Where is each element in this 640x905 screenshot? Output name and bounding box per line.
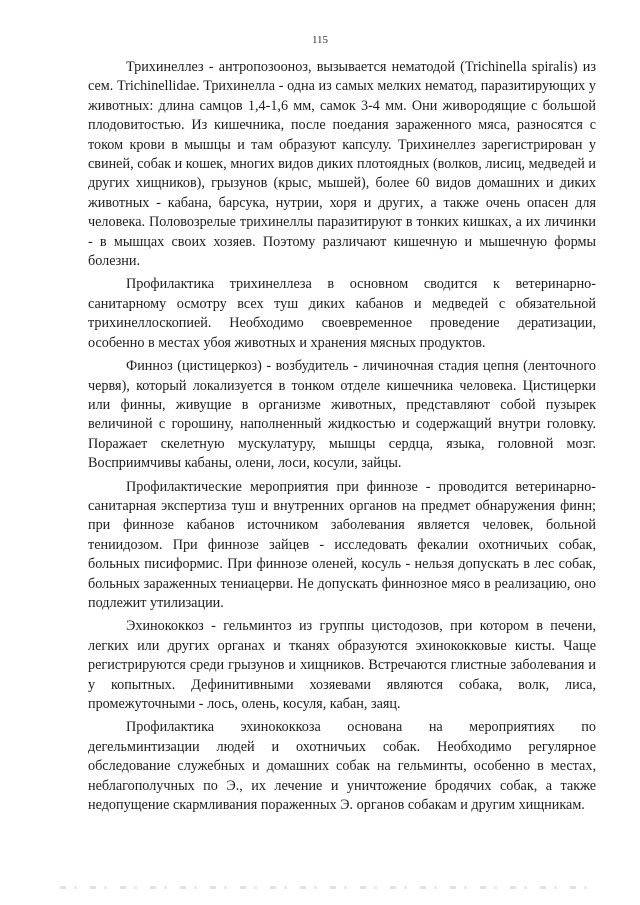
page-number: 115	[311, 34, 329, 46]
paragraph-trichinellosis: Трихинеллез - антропозооноз, вызывается нематодой (Trichinella spiralis) из сем. Trichinellidae. Трихинелла - одна из самых мелких нематод, паразитирующих у животных: длина самцов 1,4-1,6 мм, самок 3-4 мм. Они живородящие с большой плодовитостью. Из кишечника, после поедания зараженного мяса, разносятся с током крови в мышцы и там образуют капсулу. Трихинеллез зарегистрирован у свиней, собак и кошек, многих видов диких плотоядных (волков, лисиц, медведей и других хищников), грызунов (крыс, мышей), более 60 видов домашних и диких животных - кабана, барсука, нутрии, хоря и других, а также очень опасен для человека. Половозрелые трихинеллы паразитируют в тонких кишках, а их личинки - в мышцах своих хозяев. Поэтому различают кишечную и мышечную формы болезни.	[88, 59, 596, 270]
document-body	[88, 58, 596, 819]
scan-artifact	[60, 886, 600, 889]
paragraph-cysticercosis-prevention: Профилактические мероприятия при финнозе - проводится ветеринарно-санитарная экспертиза туш и внутренних органов на предмет обнаружения финн; при финнозе кабанов источником заболевания является человек, больной тениидозом. При финнозе зайцев - исследовать фекалии охотничьих собак, больных писиформис. При финнозе оленей, косуль - нельзя допускать в лес собак, больных зараженных тениацерви. Не допускать финнозное мясо в реализацию, оно подлежит утилизации.	[88, 478, 596, 611]
paragraph-cysticercosis: Финноз (цистицеркоз) - возбудитель - личиночная стадия цепня (ленточного червя), который локализуется в тонком отделе кишечника человека. Цистицерки или финны, живущие в организме животных, представляют собой пузырек величиной с горошину, наполненный жидкостью и содержащий внутри головку. Поражает скелетную мускулатуру, мышцы сердца, языка, головной мозг. Восприимчивы кабаны, олени, лоси, косули, зайцы.	[88, 358, 596, 472]
paragraph-trichinellosis-prevention: Профилактика трихинеллеза в основном сводится к ветеринарно-санитарному осмотру всех туш диких кабанов и медведей с обязательной трихинеллоскопией. Необходимо своевременное проведение дератизации, особенно в местах убоя животных и хранения мясных продуктов.	[88, 276, 596, 351]
paragraph-echinococcosis: Эхинококкоз - гельминтоз из группы цистодозов, при котором в печени, легких или других органах и тканях образуются эхинококковые кисты. Чаще регистрируются среди грызунов и хищников. Встречаются глистные заболевания и у копытных. Дефинитивными хозяевами являются собака, волк, лиса, промежуточными - лось, олень, косуля, кабан, заяц.	[88, 618, 596, 712]
paragraph-echinococcosis-prevention: Профилактика эхинококкоза основана на мероприятиях по дегельминтизации людей и охотничьих собак. Необходимо регулярное обследование служебных и домашних собак на гельминты, особенно в местах, неблагополучных по Э., их лечение и уничтожение бродячих собак, а также недопущение скармливания пораженных Э. органов собакам и другим хищникам.	[88, 719, 596, 814]
